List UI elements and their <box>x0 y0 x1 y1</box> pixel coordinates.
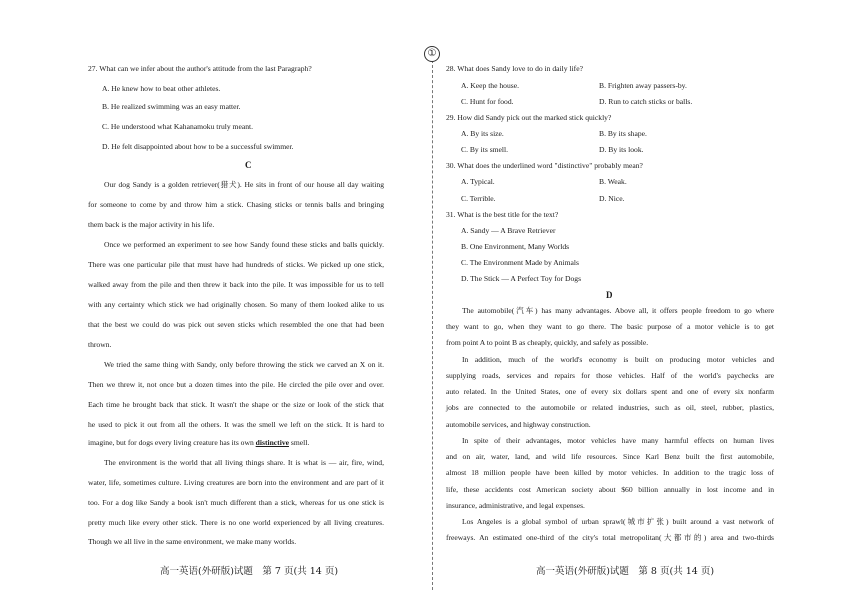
passage-d-p3-line2: and on air, water, land, and wild life resources. Since Karl Benz built the first automobile, <box>446 452 774 461</box>
q29-option-c: C. By its smell. <box>461 145 509 154</box>
q31-option-b: B. One Environment, Many Worlds <box>461 242 570 251</box>
q27-stem: 27. What can we infer about the author's attitude from the last Paragraph? <box>88 64 312 73</box>
passage-c-p4-line4: pretty much like every other stick. There is no one world experienced by all living creatures. <box>88 518 384 527</box>
q29-option-b: B. By its shape. <box>599 129 647 138</box>
passage-c-p3-line4: he used to pick it out from all the others. It was the smell we left on the stick. It is hard to <box>88 420 384 429</box>
passage-c-p3-line1: We tried the same thing with Sandy, only before throwing the stick we carved an X on it. <box>104 360 384 369</box>
passage-d-p2-line2: supplying roads, services and repairs for those vehicles. Half of the world's paychecks are <box>446 371 774 380</box>
passage-c-p1-line3: them back is the major activity in his life. <box>88 220 215 229</box>
passage-d-p2-line4: jobs are connected to the automobile or related industries, such as oil, steel, rubber, plastics, <box>446 403 774 412</box>
passage-d-p4-line2: freeways. An estimated one-third of the city's total metropolitan(大都市的) area and two-thirds <box>446 533 774 542</box>
passage-d-p3-line5: insurance, administrative, and legal expenses. <box>446 501 585 510</box>
passage-c-p2-line3: walked away from the pile and then threw it back into the pile. It was impossible for us to tell <box>88 280 384 289</box>
passage-c-p2-line4: with any certainty which stick we had originally chosen. So many of them looked alike to us <box>88 300 384 309</box>
p3-text-after: smell. <box>288 438 310 447</box>
q31-option-d: D. The Stick — A Perfect Toy for Dogs <box>461 274 582 283</box>
page-8 <box>432 0 860 608</box>
q27-option-d: D. He felt disappointed about how to be a successful swimmer. <box>102 142 294 151</box>
passage-c-p2-line1: Once we performed an experiment to see how Sandy found these sticks and balls quickly. <box>104 240 384 249</box>
page-footer-7: 高一英语(外研版)试题 第 7 页(共 14 页) <box>160 566 339 577</box>
q31-stem: 31. What is the best title for the text? <box>446 210 559 219</box>
q27-option-c: C. He understood what Kahanamoku truly meant. <box>102 122 253 131</box>
q28-option-a: A. Keep the house. <box>461 81 519 90</box>
q29-stem: 29. How did Sandy pick out the marked stick quickly? <box>446 113 612 122</box>
passage-c-p4-line3: too. For a dog like Sandy a book isn't much different than a stick, whereas for us one stick is <box>88 498 384 507</box>
passage-c-p2-line5: that the best we could do was pick out seven sticks which resembled the one that had been <box>88 320 384 329</box>
underlined-word-distinctive: distinctive <box>255 438 289 447</box>
q28-option-d: D. Run to catch sticks or balls. <box>599 97 693 106</box>
passage-c-p4-line2: water, life, sometimes culture. Living creatures are born into the environment and are part of it <box>88 478 384 487</box>
passage-c-p2-line6: thrown. <box>88 340 112 349</box>
p3-text-before: imagine, but for dogs every living creature has its own <box>88 438 256 447</box>
page-footer-8: 高一英语(外研版)试题 第 8 页(共 14 页) <box>536 566 715 577</box>
passage-d-p2-line3: auto related. In the United States, one of every six dollars spent and one of every six nonfarm <box>446 387 774 396</box>
passage-d-p4-line1: Los Angeles is a global symbol of urban sprawl(城市扩张) built around a vast network of <box>462 517 774 526</box>
passage-c-p4-line5: Though we all live in the same environment, we make many worlds. <box>88 537 297 546</box>
q31-option-a: A. Sandy — A Brave Retriever <box>461 226 556 235</box>
passage-d-p1-line2: they want to go, when they want to go there. The basic purpose of a motor vehicle is to get <box>446 322 774 331</box>
passage-d-p2-line5: automobile services, and highway construction. <box>446 420 591 429</box>
passage-d-p2-line1: In addition, much of the world's economy is built on producing motor vehicles and <box>462 355 774 364</box>
q27-option-b: B. He realized swimming was an easy matter. <box>102 102 241 111</box>
q30-option-b: B. Weak. <box>599 177 627 186</box>
q30-stem: 30. What does the underlined word "distinctive" probably mean? <box>446 161 643 170</box>
passage-c-p3-line5 <box>88 438 309 448</box>
section-d-heading: D <box>606 290 613 300</box>
passage-c-p1-line2: for someone to come by and throw him a stick. Chasing sticks or tennis balls and bringing <box>88 200 384 209</box>
passage-c-p3-line3: Each time he brought back that stick. It wasn't the shape or the size or look of the stick that <box>88 400 384 409</box>
q27-option-a: A. He knew how to beat other athletes. <box>102 84 221 93</box>
q30-option-d: D. Nice. <box>599 194 625 203</box>
passage-d-p1-line3: from point A to point B as cheaply, quickly, and safely as possible. <box>446 338 649 347</box>
passage-c-p4-line1: The environment is the world that all living things share. It is what is — air, fire, wind, <box>104 458 384 467</box>
q29-option-a: A. By its size. <box>461 129 504 138</box>
passage-d-p3-line1: In spite of their advantages, motor vehicles have many harmful effects on human lives <box>462 436 774 445</box>
section-c-heading: C <box>245 160 252 170</box>
q28-option-c: C. Hunt for food. <box>461 97 514 106</box>
q28-stem: 28. What does Sandy love to do in daily life? <box>446 64 583 73</box>
q31-option-c: C. The Environment Made by Animals <box>461 258 579 267</box>
passage-c-p2-line2: There was one particular pile that must have had hundreds of sticks. We picked up one stick, <box>88 260 384 269</box>
passage-c-p3-line2: Then we threw it, not once but a dozen times into the pile. He circled the pile over and over. <box>88 380 384 389</box>
passage-d-p3-line4: life, these accidents cost American society about $60 billion annually in lost income and in <box>446 485 774 494</box>
q28-option-b: B. Frighten away passers-by. <box>599 81 687 90</box>
q29-option-d: D. By its look. <box>599 145 644 154</box>
passage-d-p3-line3: almost 18 million people have been killed by motor vehicles. In addition to the tragic loss of <box>446 468 774 477</box>
passage-c-p1-line1: Our dog Sandy is a golden retriever(猎犬). He sits in front of our house all day waiting <box>104 180 384 189</box>
q30-option-a: A. Typical. <box>461 177 495 186</box>
q30-option-c: C. Terrible. <box>461 194 496 203</box>
circled-marker: ① <box>424 46 440 62</box>
passage-d-p1-line1: The automobile(汽车) has many advantages. Above all, it offers people freedom to go where <box>462 306 774 315</box>
